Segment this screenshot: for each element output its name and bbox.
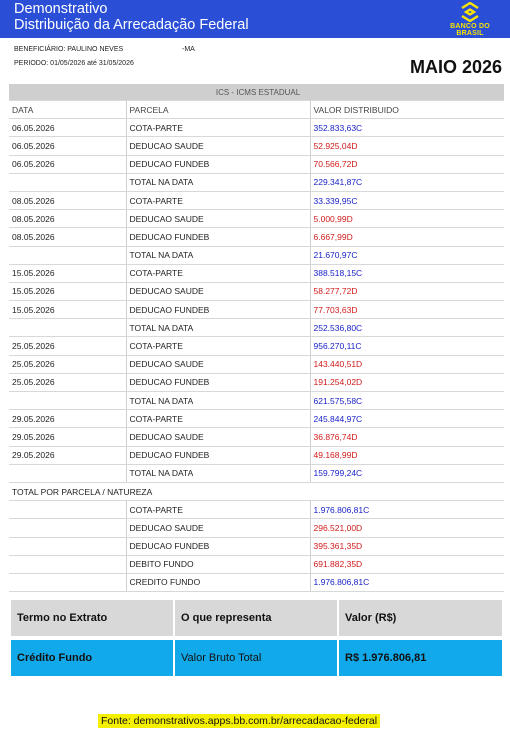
table-row: [9, 228, 504, 246]
row-parcela: DEDUCAO SAUDE: [126, 210, 310, 228]
row-parcela: COTA-PARTE: [126, 337, 310, 355]
table-row: [9, 155, 504, 173]
row-valor: 77.703,63D: [310, 301, 504, 319]
row-date: 06.05.2026: [9, 119, 126, 137]
logo-text: BANCO DO BRASIL: [450, 23, 490, 37]
row-date: [9, 392, 126, 410]
row-valor: 21.670,97C: [310, 246, 504, 264]
row-parcela: TOTAL NA DATA: [126, 319, 310, 337]
title-line-2: Distribuição da Arrecadação Federal: [14, 17, 249, 33]
table-row: [9, 573, 504, 591]
row-date: 29.05.2026: [9, 446, 126, 464]
row-date: [9, 501, 126, 519]
row-date: [9, 555, 126, 573]
row-date: TOTAL POR PARCELA / NATUREZA: [9, 482, 504, 500]
row-valor: 956.270,11C: [310, 337, 504, 355]
row-date: 15.05.2026: [9, 301, 126, 319]
row-date: [9, 246, 126, 264]
summary-valor: R$ 1.976.806,81: [339, 640, 502, 676]
table-row: [9, 410, 504, 428]
row-valor: 691.882,35D: [310, 555, 504, 573]
header-bar: [0, 0, 510, 38]
row-valor: 352.833,63C: [310, 119, 504, 137]
row-date: [9, 573, 126, 591]
table-row: [9, 501, 504, 519]
row-parcela: DEBITO FUNDO: [126, 555, 310, 573]
table-row: [9, 355, 504, 373]
row-parcela: COTA-PARTE: [126, 264, 310, 282]
row-valor: 388.518,15C: [310, 264, 504, 282]
col-header-valor: VALOR DISTRIBUIDO: [310, 101, 504, 119]
row-parcela: DEDUCAO FUNDEB: [126, 446, 310, 464]
row-parcela: TOTAL NA DATA: [126, 464, 310, 482]
row-valor: 33.339,95C: [310, 191, 504, 209]
summary-termo: Crédito Fundo: [11, 640, 175, 676]
row-parcela: COTA-PARTE: [126, 191, 310, 209]
row-date: 29.05.2026: [9, 428, 126, 446]
row-valor: 296.521,00D: [310, 519, 504, 537]
row-parcela: COTA-PARTE: [126, 119, 310, 137]
summary-table: [11, 600, 502, 676]
table-row: [9, 301, 504, 319]
row-valor: 36.876,74D: [310, 428, 504, 446]
row-date: 25.05.2026: [9, 373, 126, 391]
header-title: [14, 1, 249, 33]
table-row: [9, 319, 504, 337]
row-date: 29.05.2026: [9, 410, 126, 428]
summary-representa: Valor Bruto Total: [175, 640, 339, 676]
row-valor: 621.575,58C: [310, 392, 504, 410]
bb-logo-icon: [459, 2, 481, 22]
table-row: [9, 264, 504, 282]
row-date: 08.05.2026: [9, 228, 126, 246]
row-valor: 49.168,99D: [310, 446, 504, 464]
row-date: 15.05.2026: [9, 264, 126, 282]
table-row: [9, 555, 504, 573]
table-row: [9, 482, 504, 500]
row-parcela: DEDUCAO FUNDEB: [126, 301, 310, 319]
row-valor: 58.277,72D: [310, 282, 504, 300]
row-valor: 70.566,72D: [310, 155, 504, 173]
source-footer: Fonte: demonstrativos.apps.bb.com.br/arrecadacao-federal: [98, 714, 380, 728]
row-parcela: COTA-PARTE: [126, 410, 310, 428]
beneficiary-label: BENEFICIÁRIO: PAULINO NEVES: [14, 46, 124, 53]
table-row: [9, 537, 504, 555]
period-label: PERIODO: 01/05/2026 até 31/05/2026: [14, 60, 134, 67]
table-row: [9, 137, 504, 155]
band-label: ICS - ICMS ESTADUAL: [9, 84, 504, 101]
row-valor: 229.341,87C: [310, 173, 504, 191]
row-valor: 6.667,99D: [310, 228, 504, 246]
month-title: MAIO 2026: [409, 57, 502, 77]
table-row: [9, 428, 504, 446]
summary-header-valor: Valor (R$): [339, 600, 502, 636]
summary-header-termo: Termo no Extrato: [11, 600, 175, 636]
row-parcela: DEDUCAO FUNDEB: [126, 373, 310, 391]
col-header-parcela: PARCELA: [126, 101, 310, 119]
title-line-1: Demonstrativo: [14, 1, 108, 17]
row-date: 15.05.2026: [9, 282, 126, 300]
uf-label: -MA: [182, 46, 195, 53]
row-valor: 159.799,24C: [310, 464, 504, 482]
table-row: [9, 373, 504, 391]
table-row: [9, 119, 504, 137]
row-date: 25.05.2026: [9, 355, 126, 373]
row-parcela: TOTAL NA DATA: [126, 392, 310, 410]
row-parcela: DEDUCAO SAUDE: [126, 137, 310, 155]
summary-data-row: [11, 640, 502, 676]
row-date: [9, 519, 126, 537]
summary-header-row: [11, 600, 502, 636]
row-date: 08.05.2026: [9, 210, 126, 228]
row-valor: 1.976.806,81C: [310, 501, 504, 519]
row-parcela: DEDUCAO FUNDEB: [126, 155, 310, 173]
row-valor: 252.536,80C: [310, 319, 504, 337]
row-parcela: DEDUCAO SAUDE: [126, 355, 310, 373]
row-parcela: CREDITO FUNDO: [126, 573, 310, 591]
distribution-table: [9, 84, 504, 592]
table-row: [9, 392, 504, 410]
table-row: [9, 246, 504, 264]
row-parcela: DEDUCAO SAUDE: [126, 519, 310, 537]
row-valor: 1.976.806,81C: [310, 573, 504, 591]
row-valor: 5.000,99D: [310, 210, 504, 228]
table-row: [9, 191, 504, 209]
row-valor: 143.440,51D: [310, 355, 504, 373]
table-row: [9, 282, 504, 300]
summary-header-representa: O que representa: [175, 600, 339, 636]
row-date: 06.05.2026: [9, 137, 126, 155]
row-date: 08.05.2026: [9, 191, 126, 209]
table-row: [9, 464, 504, 482]
table-band: [9, 84, 504, 101]
table-header-row: [9, 101, 504, 119]
col-header-date: DATA: [9, 101, 126, 119]
row-date: [9, 537, 126, 555]
row-date: [9, 464, 126, 482]
row-valor: 52.925,04D: [310, 137, 504, 155]
row-date: [9, 319, 126, 337]
row-parcela: TOTAL NA DATA: [126, 173, 310, 191]
row-parcela: COTA-PARTE: [126, 501, 310, 519]
row-parcela: DEDUCAO FUNDEB: [126, 537, 310, 555]
table-row: [9, 446, 504, 464]
row-valor: 395.361,35D: [310, 537, 504, 555]
row-date: 06.05.2026: [9, 155, 126, 173]
row-parcela: DEDUCAO SAUDE: [126, 282, 310, 300]
row-parcela: DEDUCAO FUNDEB: [126, 228, 310, 246]
row-valor: 245.844,97C: [310, 410, 504, 428]
row-date: 25.05.2026: [9, 337, 126, 355]
table-row: [9, 519, 504, 537]
banco-do-brasil-logo: [438, 2, 502, 36]
row-parcela: DEDUCAO SAUDE: [126, 428, 310, 446]
row-valor: 191.254,02D: [310, 373, 504, 391]
table-row: [9, 210, 504, 228]
row-date: [9, 173, 126, 191]
row-parcela: TOTAL NA DATA: [126, 246, 310, 264]
table-row: [9, 337, 504, 355]
table-row: [9, 173, 504, 191]
